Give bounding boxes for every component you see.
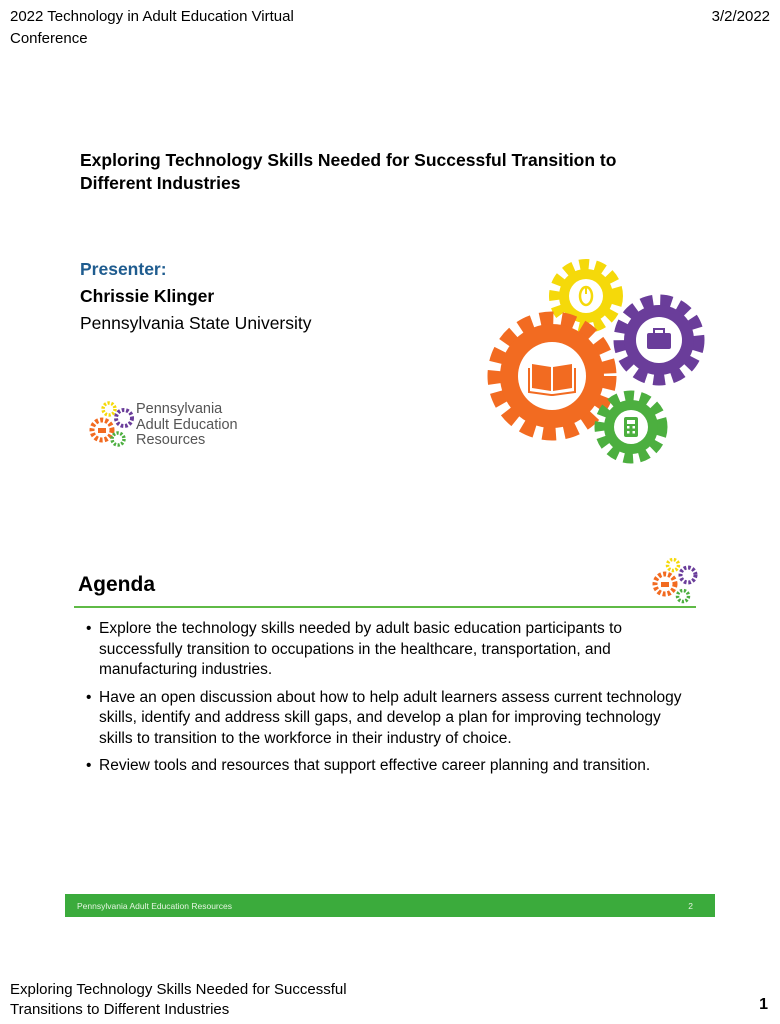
briefcase-icon: [621, 302, 697, 378]
calculator-icon: [601, 397, 661, 457]
presenter-label: Presenter:: [80, 259, 167, 279]
slide-number: 2: [688, 901, 693, 911]
agenda-item: • Have an open discussion about how to help adult learners assess current technology skills, identify and address skill gaps, and develop a plan for improving technology skills to transition to the workforce in their industry of choice.: [86, 688, 696, 750]
header-conference: 2022 Technology in Adult Education Virtual Conference: [10, 8, 294, 47]
small-orange-gear-icon: [655, 574, 675, 594]
small-purple-gear-icon: [681, 568, 696, 583]
agenda-title: Agenda: [78, 573, 156, 596]
gears-logo-small: [650, 556, 702, 606]
logo-text: [136, 402, 238, 449]
agenda-list: [86, 619, 696, 784]
logo-line: Resources: [136, 432, 206, 448]
logo-yellow-gear-icon: [103, 403, 115, 415]
book-icon: [496, 320, 608, 432]
small-yellow-gear-icon: [668, 560, 679, 571]
header-date: 3/2/2022: [711, 8, 770, 25]
logo-line: Pennsylvania: [136, 401, 223, 417]
agenda-item: • Review tools and resources that support effective career planning and transition.: [86, 756, 696, 777]
slide-footer-org: Pennsylvania Adult Education Resources: [77, 901, 232, 911]
page-number: 1: [759, 996, 768, 1013]
presenter-name: Chrissie Klinger: [80, 286, 215, 306]
logo-orange-gear-icon: [92, 420, 112, 440]
logo-line: Adult Education: [136, 416, 238, 433]
small-green-gear-icon: [678, 591, 689, 602]
agenda-divider: [74, 606, 696, 608]
logo-green-gear-icon: [112, 433, 124, 445]
gears-illustration: [484, 254, 714, 466]
slide-footer-bar: [65, 894, 715, 917]
logo-purple-gear-icon: [116, 410, 132, 426]
slide1-title: Exploring Technology Skills Needed for Successful Transition to Different Industries: [80, 150, 617, 193]
presenter-org: Pennsylvania State University: [80, 313, 312, 333]
agenda-item: • Explore the technology skills needed by adult basic education participants to successfully transition to occupations in the healthcare, transportation, and manufacturing industries.: [86, 619, 696, 681]
page-footer-title: Exploring Technology Skills Needed for Successful Transitions to Different Industries: [10, 981, 347, 1018]
